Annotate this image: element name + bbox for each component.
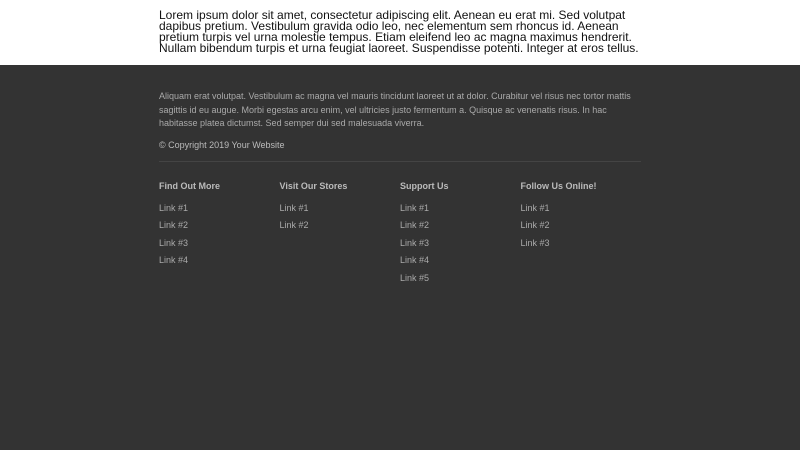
footer-link[interactable]: Link #2 (279, 220, 309, 230)
footer-link[interactable]: Link #3 (159, 237, 189, 248)
footer-link-item (400, 220, 521, 231)
footer-link-item (400, 273, 521, 284)
site-footer (0, 65, 800, 450)
footer-copyright: © Copyright 2019 Your Website (159, 139, 285, 150)
footer-link-list (280, 203, 401, 232)
footer-link-item (159, 203, 280, 214)
footer-about-text: Aliquam erat volutpat. Vestibulum ac magna vel mauris tincidunt laoreet ut at dolor. Curabitur vel risus nec tortor mattis sagittis id eu augue. Morbi egestas arcu enim, vel ultricies justo fermentum a. Quisque ac venenatis risus. In hac habitasse platea dictumst. Sed semper dui sed malesuada viverra. (159, 91, 631, 128)
footer-link-item (521, 238, 642, 249)
footer-column-title: Support Us (400, 180, 449, 191)
footer-link-item (400, 238, 521, 249)
footer-link-list (521, 203, 642, 249)
footer-link-item (400, 255, 521, 266)
footer-link-item (280, 220, 401, 231)
footer-link[interactable]: Link #1 (400, 202, 430, 213)
footer-link-item (159, 238, 280, 249)
footer-link-item (159, 220, 280, 231)
footer-column-title: Visit Our Stores (279, 180, 348, 191)
footer-link-item (280, 203, 401, 214)
footer-column-title: Find Out More (159, 180, 220, 191)
footer-inner (159, 90, 641, 290)
footer-link-item (400, 203, 521, 214)
footer-link[interactable]: Link #1 (520, 202, 550, 213)
footer-link-item (521, 203, 642, 214)
footer-link-list (159, 203, 280, 267)
footer-link[interactable]: Link #5 (400, 272, 430, 283)
footer-link-columns (159, 180, 641, 291)
footer-column-follow-us-online (521, 180, 642, 291)
footer-divider (159, 161, 641, 162)
footer-link-item (521, 220, 642, 231)
footer-link-item (159, 255, 280, 266)
content-paragraph: Lorem ipsum dolor sit amet, consectetur adipiscing elit. Aenean eu erat mi. Sed volutpat dapibus pretium. Vestibulum gravida odio leo, nec elementum sem rhoncus id. Aenean pretium turpis vel urna molestie tempus. Etiam eleifend leo ac magna maximus hendrerit. Nullam bibendum turpis et urna feugiat laoreet. Suspendisse potenti. Integer at eros tellus. (159, 8, 639, 55)
footer-link[interactable]: Link #3 (400, 237, 430, 248)
footer-link[interactable]: Link #1 (159, 202, 189, 213)
footer-link[interactable]: Link #2 (400, 220, 430, 230)
footer-link[interactable]: Link #4 (159, 255, 189, 265)
footer-column-title: Follow Us Online! (520, 180, 597, 191)
main-content (0, 0, 800, 65)
footer-link-list (400, 203, 521, 284)
footer-link[interactable]: Link #3 (520, 237, 550, 248)
footer-column-find-out-more (159, 180, 280, 291)
footer-column-support-us (400, 180, 521, 291)
footer-link[interactable]: Link #1 (279, 202, 309, 213)
footer-link[interactable]: Link #4 (400, 255, 430, 265)
footer-link[interactable]: Link #2 (520, 220, 550, 230)
footer-column-visit-our-stores (280, 180, 401, 291)
footer-link[interactable]: Link #2 (159, 220, 189, 230)
